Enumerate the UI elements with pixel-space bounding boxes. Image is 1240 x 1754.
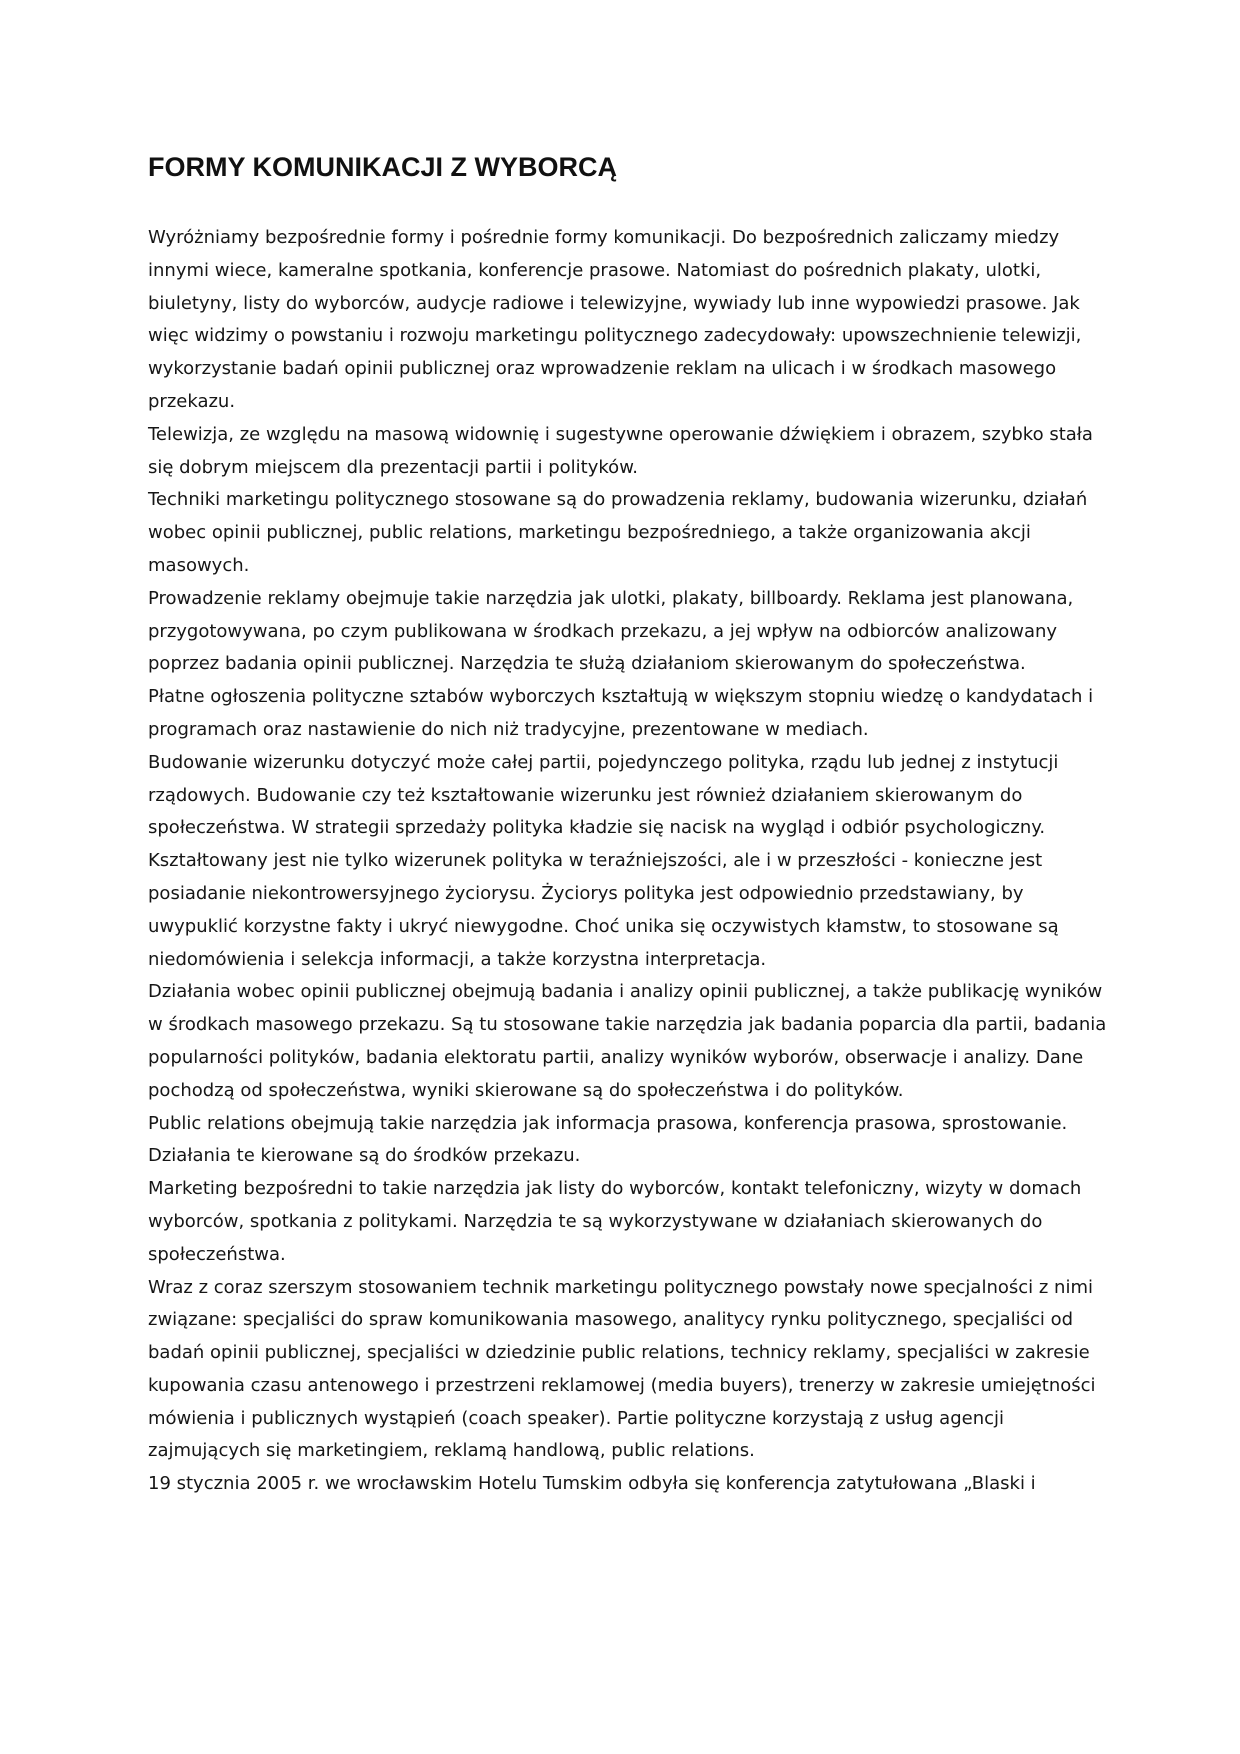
document-title: FORMY KOMUNIKACJI Z WYBORCĄ	[148, 152, 617, 182]
paragraph-conference: 19 stycznia 2005 r. we wrocławskim Hotelu Tumskim odbyła się konferencja zatytułowana „Blaski i	[148, 1473, 1036, 1495]
document-body	[148, 222, 1110, 1501]
paragraph-direct-marketing: Marketing bezpośredni to takie narzędzia jak listy do wyborców, kontakt telefoniczny, wizyty w domach wyborców, spotkania z politykami. Narzędzia te są wykorzystywane w działaniach skierowanych do społeczeństwa.	[148, 1178, 1082, 1265]
paragraph-image-building: Budowanie wizerunku dotyczyć może całej partii, pojedynczego polityka, rządu lub jednej z instytucji rządowych. Budowanie czy też kształtowanie wizerunku jest również działaniem skierowanym do społeczeństwa. W strategii sprzedaży polityka kładzie się nacisk na wygląd i odbiór psychologiczny. Kształtowany jest nie tylko wizerunek polityka w teraźniejszości, ale i w przeszłości - konieczne jest posiadanie niekontrowersyjnego życiorysu. Życiorys polityka jest odpowiednio przedstawiany, by uwypuklić korzystne fakty i ukryć niewygodne. Choć unika się oczywistych kłamstw, to stosowane są niedomówienia i selekcja informacji, a także korzystna interpretacja.	[148, 751, 1059, 970]
paragraph-specialists: Wraz z coraz szerszym stosowaniem technik marketingu politycznego powstały nowe specjalności z nimi związane: specjaliści do spraw komunikowania masowego, analitycy rynku politycznego, specjaliści od badań opinii publicznej, specjaliści w dziedzinie public relations, technicy reklamy, specjaliści w zakresie kupowania czasu antenowego i przestrzeni reklamowej (media buyers), trenerzy w zakresie umiejętności mówienia i publicznych wystąpień (coach speaker). Partie polityczne korzystają z usług agencji zajmujących się marketingiem, reklamą handlową, public relations.	[148, 1276, 1096, 1462]
paragraph-paid-ads: Płatne ogłoszenia polityczne sztabów wyborczych kształtują w większym stopniu wiedzę o kandydatach i programach oraz nastawienie do nich niż tradycyjne, prezentowane w mediach.	[148, 686, 1094, 740]
paragraph-public-opinion: Działania wobec opinii publicznej obejmują badania i analizy opinii publicznej, a także publikację wyników w środkach masowego przekazu. Są tu stosowane takie narzędzia jak badania poparcia dla partii, badania popularności polityków, badania elektoratu partii, analizy wyników wyborów, obserwacje i analizy. Dane pochodzą od społeczeństwa, wyniki skierowane są do społeczeństwa i do polityków.	[148, 981, 1107, 1101]
paragraph-public-relations: Public relations obejmują takie narzędzia jak informacja prasowa, konferencja prasowa, sprostowanie. Działania te kierowane są do środków przekazu.	[148, 1112, 1068, 1167]
paragraph-television: Telewizja, ze względu na masową widownię i sugestywne operowanie dźwiękiem i obrazem, szybko stała się dobrym miejscem dla prezentacji partii i polityków.	[148, 423, 1093, 478]
paragraph-techniques: Techniki marketingu politycznego stosowane są do prowadzenia reklamy, budowania wizerunku, działań wobec opinii publicznej, public relations, marketingu bezpośredniego, a także organizowania akcji masowych.	[148, 489, 1088, 576]
paragraph-advertising: Prowadzenie reklamy obejmuje takie narzędzia jak ulotki, plakaty, billboardy. Reklama jest planowana, przygotowywana, po czym publikowana w środkach przekazu, a jej wpływ na odbiorców analizowany poprzez badania opinii publicznej. Narzędzia te służą działaniom skierowanym do społeczeństwa.	[148, 587, 1074, 675]
paragraph-intro: Wyróżniamy bezpośrednie formy i pośrednie formy komunikacji. Do bezpośrednich zaliczamy miedzy innymi wiece, kameralne spotkania, konferencje prasowe. Natomiast do pośrednich plakaty, ulotki, biuletyny, listy do wyborców, audycje radiowe i telewizyjne, wywiady lub inne wypowiedzi prasowe. Jak więc widzimy o powstaniu i rozwoju marketingu politycznego zadecydowały: upowszechnienie telewizji, wykorzystanie badań opinii publicznej oraz wprowadzenie reklam na ulicach i w środkach masowego przekazu.	[148, 227, 1082, 412]
